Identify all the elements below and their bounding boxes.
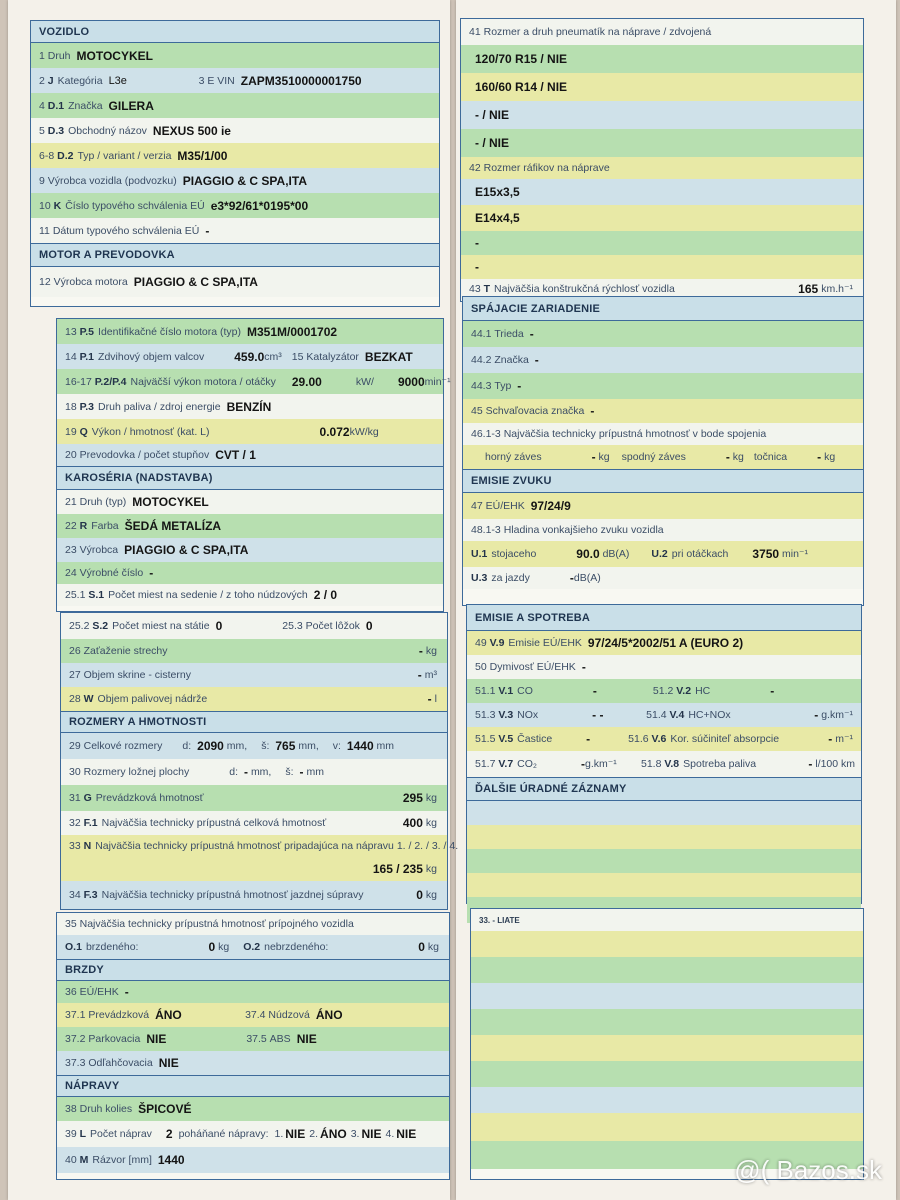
- row-hladina-zvuku: 48.1-3 Hladina vonkajšieho zvuku vozidla: [463, 519, 863, 541]
- value-id-motora: M351M/0001702: [247, 324, 338, 339]
- section-header-napravy: NÁPRAVY: [57, 1075, 449, 1097]
- row-hmotnost-pripojneho: 35 Najväčšia technicky prípustná hmotnosť prípojného vozidla: [57, 913, 449, 935]
- row-druh-karoserie: 21 Druh (typ) MOTOCYKEL: [57, 490, 443, 514]
- rim-axle-1: E15x3,5: [461, 179, 863, 205]
- value-pocet-miest: 2 / 0: [313, 588, 338, 602]
- section-header-liate: 33. - LIATE: [471, 909, 863, 931]
- tire-axle-4: - / NIE: [461, 129, 863, 157]
- row-vykon-hmotnost: 19 Q Výkon / hmotnosť (kat. L) 0.072 kW/kg: [57, 419, 443, 444]
- row-zvuk-stojaceho: U.1 stojaceho 90.0 dB(A) U.2 pri otáčkach 3750 min⁻¹: [463, 541, 863, 567]
- dalsie-line-3: [467, 849, 861, 873]
- row-miesta-statie: 25.2 S.2 Počet miest na státie 0 25.3 Počet lôžok 0: [61, 613, 447, 639]
- row-objem-valcov: 14 P.1 Zdvihový objem valcov 459.0 cm³ 15 Katalyzátor BEZKAT: [57, 344, 443, 369]
- row-max-rychlost: 43 T Najväčšia konštrukčná rýchlosť vozidla 165 km.h⁻¹: [461, 279, 863, 299]
- row-hmotnost-naprava: 33 N Najväčšia technicky prípustná hmotnosť pripadajúca na nápravu 1. / 2. / 3. / 4.: [61, 835, 447, 857]
- row-znacka: 4 D.1 Značka GILERA: [31, 93, 439, 118]
- emisie-spotreba-panel: [466, 604, 862, 904]
- vozidlo-panel: [30, 20, 440, 307]
- tire-axle-1: 120/70 R15 / NIE: [461, 45, 863, 73]
- row-id-motora: 13 P.5 Identifikačné číslo motora (typ) M351M/0001702: [57, 319, 443, 344]
- row-rozmer-pneu: 41 Rozmer a druh pneumatík na nápravе / zdvojená: [461, 19, 863, 45]
- value-vyrobca-vozidla: PIAGGIO & C SPA,ITA: [182, 173, 307, 188]
- rim-axle-3: -: [461, 231, 863, 255]
- section-header-karoseria: KAROSÉRIA (NADSTAVBA): [57, 466, 443, 490]
- row-kategoria: 2 J Kategória L3e 3 E VIN ZAPM3510000001750: [31, 68, 439, 93]
- rim-axle-4: -: [461, 255, 863, 279]
- row-brzdeneho: O.1 brzdeného: 0 kg O.2 nebrzdeného: 0 kg: [57, 935, 449, 959]
- row-prevodovka: 20 Prevodovka / počet stupňov CVT / 1: [57, 444, 443, 466]
- row-emisie-euehk: 49 V.9 Emisie EÚ/EHK 97/24/5*2002/51 A (EURO 2): [467, 631, 861, 655]
- row-vyrobca-motora: 12 Výrobca motora PIAGGIO & C SPA,ITA: [31, 267, 439, 297]
- value-kategoria: L3e: [108, 74, 127, 87]
- liate-line-5: [471, 1035, 863, 1061]
- section-header-motor: MOTOR A PREVODOVKA: [31, 243, 439, 267]
- section-header-spajacie: SPÁJACIE ZARIADENIE: [463, 297, 863, 321]
- value-farba: ŠEDÁ METALÍZA: [124, 519, 222, 533]
- value-vykon: 29.00: [291, 374, 322, 389]
- row-castice: 51.5 V.5 Častice - 51.6 V.6 Kor. súčiniteľ absorpcie - m⁻¹: [467, 727, 861, 751]
- row-pocet-miest: 25.1 S.1 Počet miest na sedenie / z toho núdzových 2 / 0: [57, 584, 443, 606]
- value-vykon-hmotnost: 0.072: [319, 424, 350, 439]
- row-schvalovacia-znacka: 45 Schvaľovacia značka -: [463, 399, 863, 423]
- section-header-emisie-spotreba: EMISIE A SPOTREBA: [467, 605, 861, 631]
- row-rozmery-loznej: 30 Rozmery ložnej plochy d: - mm, š: - mm: [61, 759, 447, 785]
- value-typ: M35/1/00: [177, 148, 228, 163]
- dalsie-line-2: [467, 825, 861, 849]
- tire-axle-2: 160/60 R14 / NIE: [461, 73, 863, 101]
- row-objem-nadrze: 28 W Objem palivovej nádrže - l: [61, 687, 447, 711]
- liate-panel: [470, 908, 864, 1180]
- liate-line-7: [471, 1087, 863, 1113]
- row-druh-paliva: 18 P.3 Druh paliva / zdroj energie BENZÍN: [57, 394, 443, 419]
- row-zatazenie-strechy: 26 Zaťaženie strechy - kg: [61, 639, 447, 663]
- row-objem-skrine: 27 Objem skrine - cisterny - m³: [61, 663, 447, 687]
- row-znacka-spajacie: 44.2 Značka -: [463, 347, 863, 373]
- dalsie-line-1: [467, 801, 861, 825]
- value-palivo: BENZÍN: [226, 399, 272, 414]
- spajacie-panel: [462, 296, 864, 606]
- row-dymivost: 50 Dymivosť EÚ/EHK -: [467, 655, 861, 679]
- row-co2-spotreba: 51.7 V.7 CO₂ - g.km⁻¹ 51.8 V.8 Spotreba paliva - l/100 km: [467, 751, 861, 777]
- rim-axle-2: E14x4,5: [461, 205, 863, 231]
- rozmery-panel: [60, 612, 459, 910]
- liate-line-3: [471, 983, 863, 1009]
- tire-axle-3: - / NIE: [461, 101, 863, 129]
- value-pocet-lozok: 0: [365, 619, 373, 633]
- value-druh: MOTOCYKEL: [76, 48, 153, 63]
- section-header-rozmery: ROZMERY A HMOTNOSTI: [61, 711, 447, 733]
- row-prevadzkova-hmotnost: 31 G Prevádzková hmotnosť 295 kg: [61, 785, 447, 811]
- value-vyrobca-motora: PIAGGIO & C SPA,ITA: [133, 275, 258, 289]
- row-druh: 1 Druh MOTOCYKEL: [31, 43, 439, 68]
- liate-line-4: [471, 1009, 863, 1035]
- row-vyrobca-karoserie: 23 Výrobca PIAGGIO & C SPA,ITA: [57, 538, 443, 562]
- row-nox: 51.3 V.3 NOx - - 51.4 V.4 HC+NOx - g.km⁻¹: [467, 703, 861, 727]
- value-cislo-schvalenia: e3*92/61*0195*00: [210, 198, 309, 213]
- bazos-watermark: @( Bazos.sk: [734, 1155, 882, 1185]
- liate-line-1: [471, 931, 863, 957]
- value-datum-schvalenia: -: [205, 223, 210, 238]
- value-katalyzator: BEZKAT: [364, 349, 413, 364]
- pneu-panel: [460, 18, 864, 302]
- row-parkovacia-brzda: 37.2 Parkovacia NIE 37.5 ABS NIE: [57, 1027, 449, 1051]
- row-zvuk-jazdy: U.3 za jazdy - dB(A): [463, 567, 863, 589]
- row-vykon-otacky: 16-17 P.2/P.4 Najväčší výkon motora / otáčky 29.00 kW/ 9000 min⁻¹: [57, 369, 443, 394]
- section-header-dalsie: ĎALŠIE ÚRADNÉ ZÁZNAMY: [467, 777, 861, 801]
- value-otacky: 9000: [397, 374, 425, 389]
- value-obchodny-nazov: NEXUS 500 ie: [152, 123, 231, 138]
- section-header-vozidlo: VOZIDLO: [31, 21, 439, 43]
- section-header-brzdy: BRZDY: [57, 959, 449, 981]
- row-hmotnost-spojenia: 46.1-3 Najväčšia technicky prípustná hmotnosť v bode spojenia: [463, 423, 863, 445]
- row-vyrobca-vozidla: 9 Výrobca vozidla (podvozku) PIAGGIO & C SPA,ITA: [31, 168, 439, 193]
- row-prevadzkova-brzda: 37.1 Prevádzková ÁNO 37.4 Núdzová ÁNO: [57, 1003, 449, 1027]
- row-celkova-hmotnost: 32 F.1 Najväčšia technicky prípustná celková hmotnosť 400 kg: [61, 811, 447, 835]
- dalsie-line-4: [467, 873, 861, 897]
- row-pocet-naprav: 39 L Počet náprav 2 poháňané nápravy: 1. NIE 2. ÁNO 3. NIE 4. NIE: [57, 1121, 449, 1147]
- value-vyrobne-cislo: -: [149, 566, 154, 580]
- row-hmotnost-naprava-values: 165 / 235 kg: [61, 857, 447, 881]
- brzdy-panel: [56, 912, 450, 1180]
- row-odlahcovacia-brzda: 37.3 Odľahčovacia NIE: [57, 1051, 449, 1075]
- row-zavesy: horný záves - kg spodný záves - kg točnica - kg: [463, 445, 863, 469]
- row-brzdy-euehk: 36 EÚ/EHK -: [57, 981, 449, 1003]
- value-znacka: GILERA: [108, 98, 154, 113]
- motor-panel: [56, 318, 451, 612]
- value-miesta-statie: 0: [215, 619, 223, 633]
- row-rozmer-rafikov: 42 Rozmer ráfikov na nápravе: [461, 157, 863, 179]
- value-objem: 459.0: [234, 349, 265, 364]
- liate-line-2: [471, 957, 863, 983]
- section-header-emisie-zvuku: EMISIE ZVUKU: [463, 469, 863, 493]
- liate-line-6: [471, 1061, 863, 1087]
- row-obchodny-nazov: 5 D.3 Obchodný názov NEXUS 500 ie: [31, 118, 439, 143]
- value-vyrobca-karoserie: PIAGGIO & C SPA,ITA: [124, 543, 249, 557]
- row-cislo-schvalenia: 10 K Číslo typového schválenia EÚ e3*92/61*0195*00: [31, 193, 439, 218]
- row-farba: 22 R Farba ŠEDÁ METALÍZA: [57, 514, 443, 538]
- row-datum-schvalenia: 11 Dátum typového schválenia EÚ -: [31, 218, 439, 243]
- row-vyrobne-cislo: 24 Výrobné číslo -: [57, 562, 443, 584]
- row-co-hc: 51.1 V.1 CO - 51.2 V.2 HC -: [467, 679, 861, 703]
- row-trieda: 44.1 Trieda -: [463, 321, 863, 347]
- liate-line-8: [471, 1113, 863, 1141]
- value-vin: ZAPM3510000001750: [240, 73, 362, 88]
- row-hmotnost-supravy: 34 F.3 Najväčšia technicky prípustná hmotnosť jazdnej súpravy 0 kg: [61, 881, 447, 909]
- value-druh-karoserie: MOTOCYKEL: [132, 495, 209, 509]
- value-prevodovka: CVT / 1: [215, 448, 256, 462]
- row-zvuk-euehk: 47 EÚ/EHK 97/24/9: [463, 493, 863, 519]
- row-druh-kolies: 38 Druh kolies ŠPICOVÉ: [57, 1097, 449, 1121]
- row-typ: 6-8 D.2 Typ / variant / verzia M35/1/00: [31, 143, 439, 168]
- row-typ-spajacie: 44.3 Typ -: [463, 373, 863, 399]
- row-celkove-rozmery: 29 Celkové rozmery d: 2090 mm, š: 765 mm, v: 1440 mm: [61, 733, 447, 759]
- row-razvor: 40 M Rázvor [mm] 1440: [57, 1147, 449, 1173]
